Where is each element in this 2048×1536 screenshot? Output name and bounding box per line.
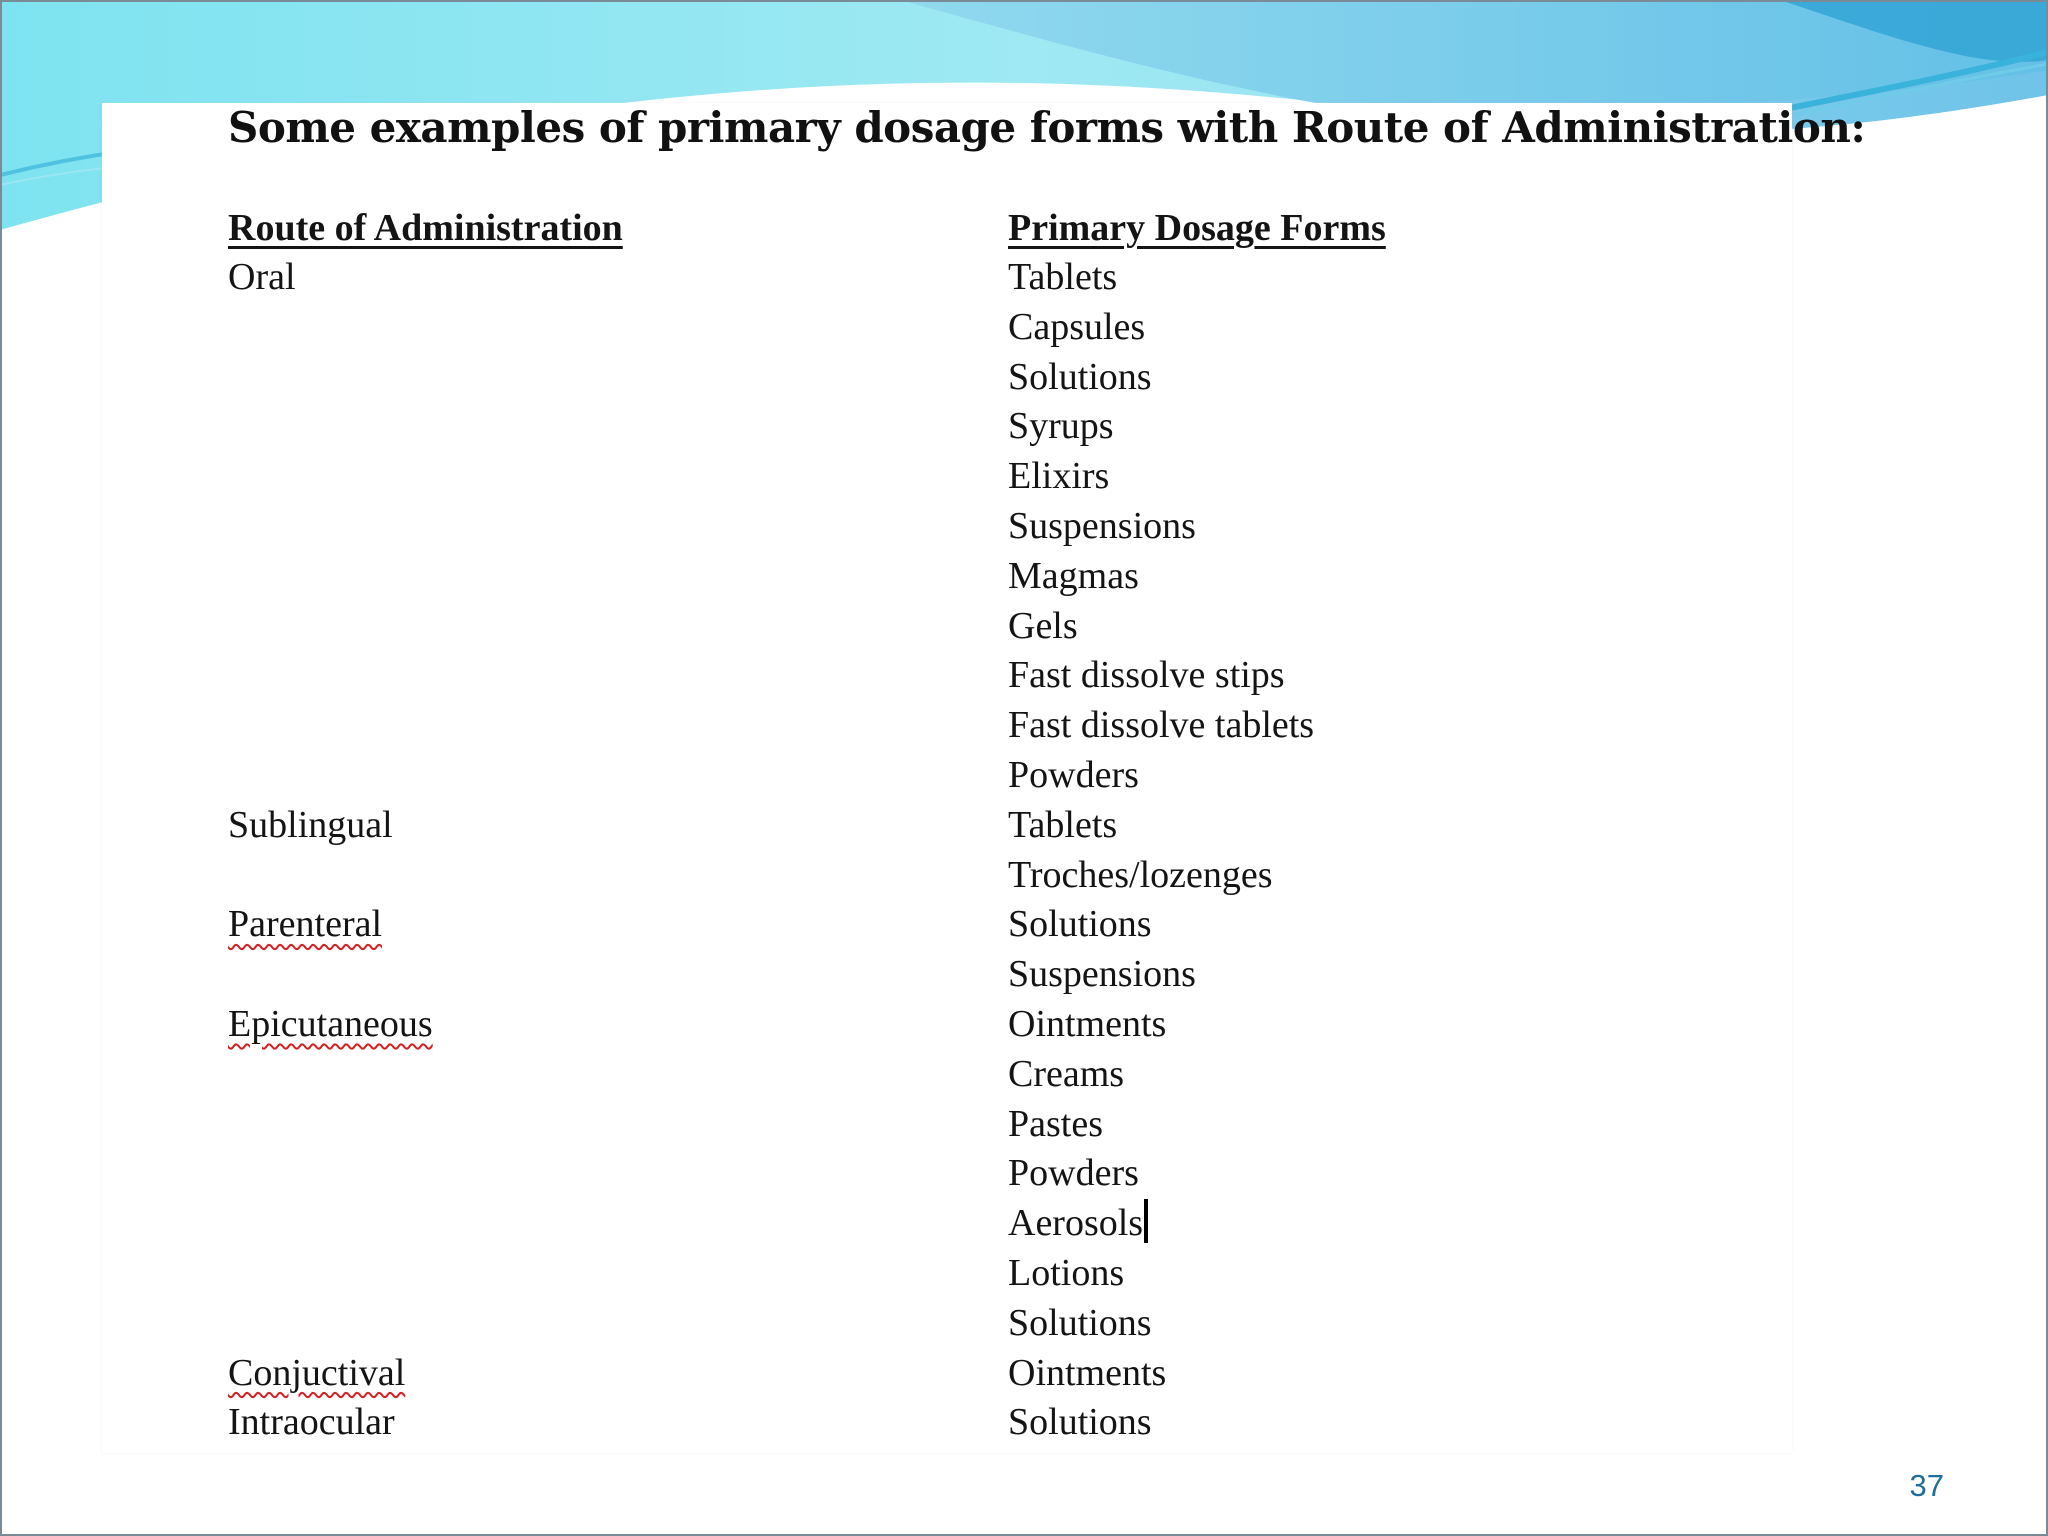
route-column-header: Route of Administration (228, 207, 623, 249)
form-cell[interactable] (1008, 1199, 1708, 1249)
form-cell: Syrups (1008, 405, 1114, 448)
form-cell: Powders (1008, 753, 1139, 796)
route-cell (228, 1249, 928, 1299)
route-cell: Sublingual (228, 803, 393, 846)
route-cell (228, 751, 928, 801)
forms-column-header: Primary Dosage Forms (1008, 207, 1386, 249)
route-cell (228, 1149, 928, 1199)
route-cell (228, 602, 928, 652)
route-cell (228, 452, 928, 502)
route-cell (228, 303, 928, 353)
route-cell (228, 502, 928, 552)
route-cell (228, 353, 928, 403)
form-cell: Creams (1008, 1052, 1125, 1095)
route-cell-text: Parenteral (228, 903, 383, 946)
form-cell: Ointments (1008, 1351, 1167, 1394)
form-cell: Troches/lozenges (1008, 853, 1273, 896)
form-cell: Magmas (1008, 554, 1139, 597)
form-cell: Gels (1008, 604, 1078, 647)
form-cell: Tablets (1008, 803, 1118, 846)
route-cell (228, 1349, 928, 1399)
forms-column (1008, 203, 1708, 1448)
route-cell: Oral (228, 256, 296, 298)
route-cell (228, 1050, 928, 1100)
form-cell: Solutions (1008, 1301, 1152, 1344)
form-cell: Fast dissolve stips (1008, 654, 1285, 697)
route-cell (228, 1000, 928, 1050)
route-cell-text: Epicutaneous (228, 1002, 433, 1045)
form-cell: Solutions (1008, 355, 1152, 398)
form-cell: Suspensions (1008, 953, 1196, 996)
route-cell (228, 1100, 928, 1150)
form-cell: Fast dissolve tablets (1008, 704, 1315, 747)
route-cell (228, 552, 928, 602)
route-cell: Intraocular (228, 1401, 395, 1444)
form-cell: Solutions (1008, 903, 1152, 946)
route-cell (228, 950, 928, 1000)
form-cell: Solutions (1008, 1401, 1152, 1444)
page-number: 37 (1909, 1468, 1944, 1503)
route-column (228, 203, 928, 1448)
form-cell: Pastes (1008, 1102, 1103, 1145)
form-cell: Elixirs (1008, 455, 1110, 498)
route-cell (228, 900, 928, 950)
form-cell: Capsules (1008, 305, 1146, 348)
route-cell-text: Conjuctival (228, 1351, 406, 1394)
route-cell (228, 1299, 928, 1349)
form-cell: Tablets (1008, 256, 1118, 298)
form-cell: Suspensions (1008, 504, 1196, 547)
document-panel (102, 103, 1866, 1453)
text-cursor (1144, 1199, 1148, 1243)
route-cell (228, 851, 928, 901)
form-cell: Lotions (1008, 1251, 1125, 1294)
route-cell (228, 1199, 928, 1249)
form-cell: Ointments (1008, 1002, 1167, 1045)
document-title: Some examples of primary dosage forms with Route of Administration: (228, 103, 1866, 152)
route-cell (228, 701, 928, 751)
form-cell: Powders (1008, 1152, 1139, 1195)
route-cell (228, 402, 928, 452)
route-cell (228, 651, 928, 701)
form-cell-text: Aerosols (1008, 1202, 1144, 1245)
